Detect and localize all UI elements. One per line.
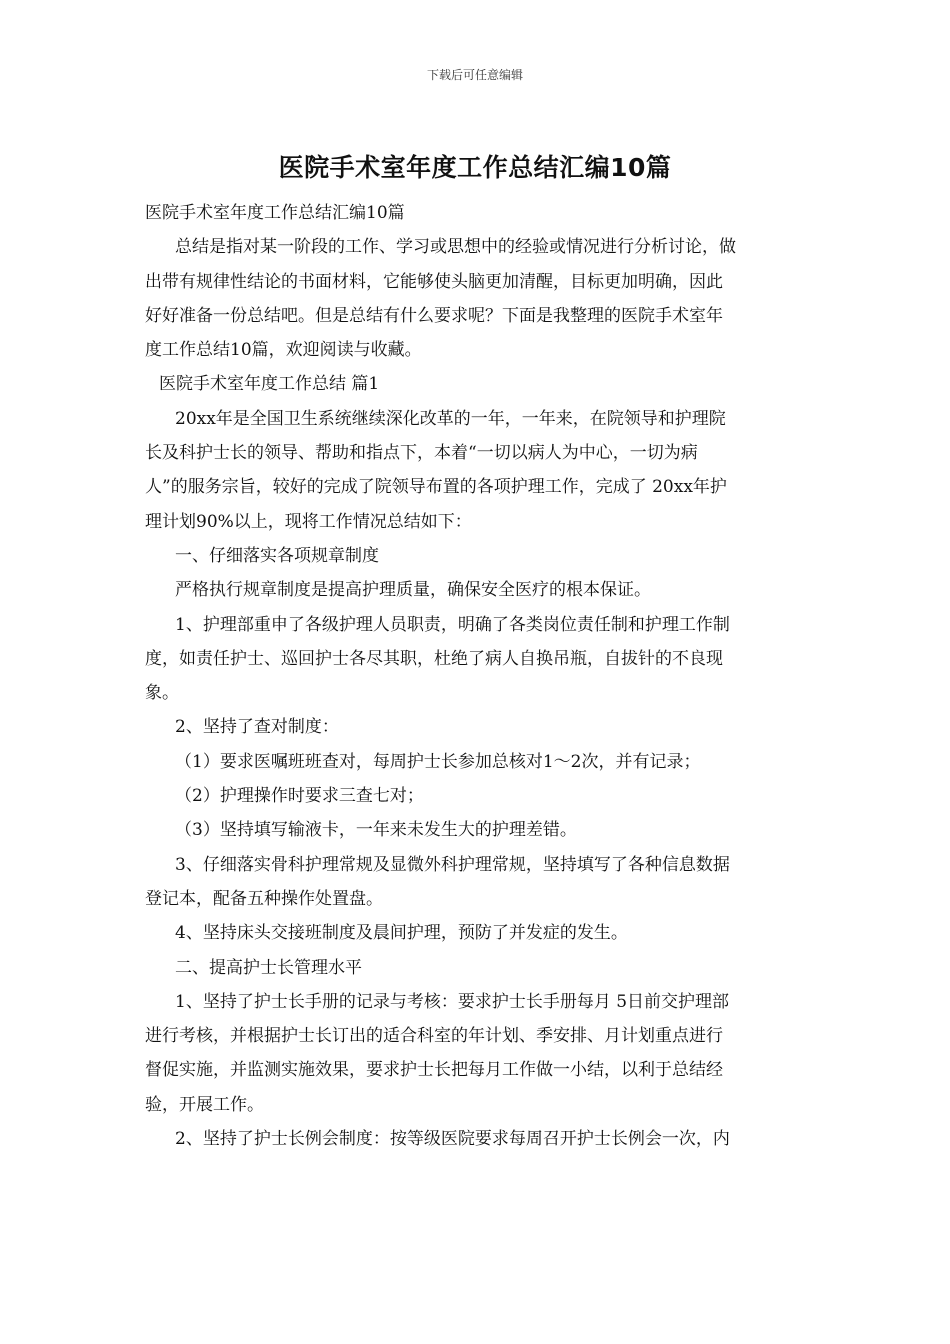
body-line: 象。 — [145, 683, 179, 704]
body-line: 出带有规律性结论的书面材料，它能够使头脑更加清醒，目标更加明确，因此 — [145, 271, 723, 292]
body-line: 总结是指对某一阶段的工作、学习或思想中的经验或情况进行分析讨论，做 — [175, 237, 736, 258]
body-line: 好好准备一份总结吧。但是总结有什么要求呢？下面是我整理的医院手术室年 — [145, 305, 723, 326]
header-note: 下载后可任意编辑 — [426, 68, 523, 82]
body-line: 一、仔细落实各项规章制度 — [175, 545, 379, 566]
body-line: 进行考核，并根据护士长订出的适合科室的年计划、季安排、月计划重点进行 — [145, 1026, 723, 1047]
body-line: （3）坚持填写输液卡，一年来未发生大的护理差错。 — [175, 820, 577, 841]
body-line: 度工作总结10篇，欢迎阅读与收藏。 — [145, 340, 422, 361]
body-line: 3、仔细落实骨科护理常规及显微外科护理常规，坚持填写了各种信息数据 — [175, 854, 730, 875]
body-line: 度，如责任护士、巡回护士各尽其职，杜绝了病人自换吊瓶，自拔针的不良现 — [145, 648, 723, 669]
body-line: 医院手术室年度工作总结汇编10篇 — [145, 203, 405, 223]
body-line: （1）要求医嘱班班查对，每周护士长参加总核对1～2次，并有记录； — [175, 751, 701, 772]
body-line: 人”的服务宗旨，较好的完成了院领导布置的各项护理工作，完成了 20xx年护 — [145, 477, 727, 498]
body-line: 医院手术室年度工作总结 篇1 — [159, 374, 380, 395]
body-line: 严格执行规章制度是提高护理质量，确保安全医疗的根本保证。 — [175, 580, 651, 601]
body-line: （2）护理操作时要求三查七对； — [175, 786, 424, 807]
document-title: 医院手术室年度工作总结汇编10篇 — [278, 153, 672, 182]
body-line: 长及科护士长的领导、帮助和指点下，本着“一切以病人为中心，一切为病 — [145, 443, 698, 464]
body-line: 2、坚持了查对制度： — [175, 717, 339, 738]
body-line: 20xx年是全国卫生系统继续深化改革的一年，一年来，在院领导和护理院 — [175, 408, 726, 429]
body-line: 验，开展工作。 — [145, 1094, 264, 1115]
body-line: 登记本，配备五种操作处置盘。 — [145, 888, 383, 909]
body-line: 4、坚持床头交接班制度及晨间护理，预防了并发症的发生。 — [175, 923, 628, 944]
body-line: 督促实施，并监测实施效果，要求护士长把每月工作做一小结，以利于总结经 — [145, 1060, 723, 1081]
body-line: 2、坚持了护士长例会制度：按等级医院要求每周召开护士长例会一次，内 — [175, 1129, 730, 1150]
body-line: 二、提高护士长管理水平 — [175, 957, 362, 978]
document-body — [145, 196, 809, 1156]
body-line: 理计划90%以上，现将工作情况总结如下： — [145, 511, 472, 532]
body-line: 1、坚持了护士长手册的记录与考核：要求护士长手册每月 5日前交护理部 — [175, 991, 730, 1012]
body-line: 1、护理部重申了各级护理人员职责，明确了各类岗位责任制和护理工作制 — [175, 614, 730, 635]
